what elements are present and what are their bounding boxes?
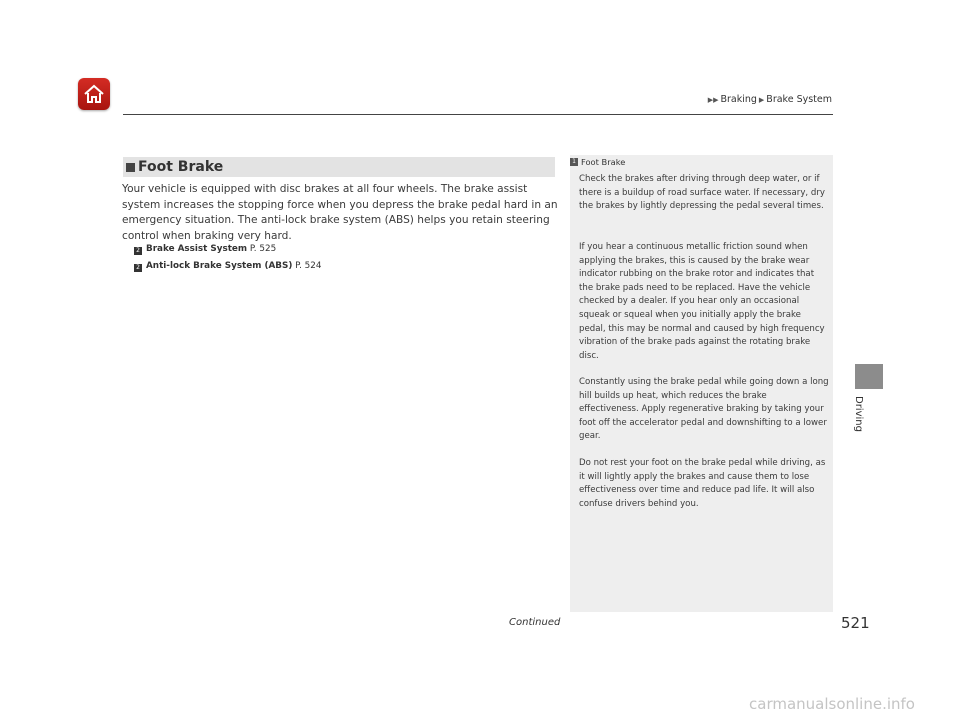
sidebar-paragraph: Check the brakes after driving through deep water, or if there is a buildup of road surface water. If necessary, dry the brakes by lightly depressing the pedal several times. <box>579 174 825 212</box>
ref-arrow-icon: 2 <box>134 264 142 272</box>
section-title: Foot Brake <box>138 159 224 175</box>
section-header <box>123 157 555 177</box>
sidebar-note <box>570 155 833 612</box>
ref-link-brake-assist[interactable]: 2 Brake Assist System P. 525 <box>134 244 276 255</box>
section-square-icon <box>126 163 135 172</box>
sidebar-paragraph: Do not rest your foot on the brake pedal while driving, as it will lightly apply the brakes and cause them to lose effectiveness over time and reduce pad life. It will also confuse drivers behind you. <box>579 458 826 509</box>
sidebar-title: 1 Foot Brake <box>570 157 625 167</box>
page-number: 521 <box>841 614 870 632</box>
watermark: carmanualsonline.info <box>749 695 915 713</box>
breadcrumb-item-braking[interactable]: Braking <box>720 94 757 105</box>
continued-label: Continued <box>509 617 561 628</box>
home-button[interactable] <box>78 78 110 110</box>
home-icon <box>82 82 106 106</box>
breadcrumb <box>708 94 832 105</box>
breadcrumb-arrow-icon: ▶ <box>758 95 765 104</box>
ref-link-abs[interactable]: 2 Anti-lock Brake System (ABS) P. 524 <box>134 261 321 272</box>
sidebar-paragraph: Constantly using the brake pedal while going down a long hill builds up heat, which reduces the brake effectiveness. Apply regenerative braking by taking your foot off the accelerator pedal and downshifting to a lower gear. <box>579 377 829 442</box>
sidebar-paragraph: If you hear a continuous metallic friction sound when applying the brakes, this is caused by the brake wear indicator rubbing on the brake rotor and indicates that the brake pads need to be replaced. Have the vehicle checked by a dealer. If you hear only an occasional squeak or squeal when you initially apply the brake pedal, this may be normal and caused by high frequency vibration of the brake pads against the rotating brake disc. <box>579 242 825 361</box>
breadcrumb-arrow-icon: ▶▶ <box>707 95 719 104</box>
breadcrumb-item-brake-system[interactable]: Brake System <box>766 94 832 105</box>
note-number-badge: 1 <box>570 158 578 166</box>
ref-arrow-icon: 2 <box>134 247 142 255</box>
header-rule <box>123 114 833 115</box>
chapter-tab[interactable] <box>855 364 883 389</box>
body-paragraph: Your vehicle is equipped with disc brakes at all four wheels. The brake assist system increases the stopping force when you depress the brake pedal hard in an emergency situation. The anti-lock brake system (ABS) helps you retain steering control when braking very hard. <box>122 183 558 242</box>
chapter-label: Driving <box>853 396 864 432</box>
